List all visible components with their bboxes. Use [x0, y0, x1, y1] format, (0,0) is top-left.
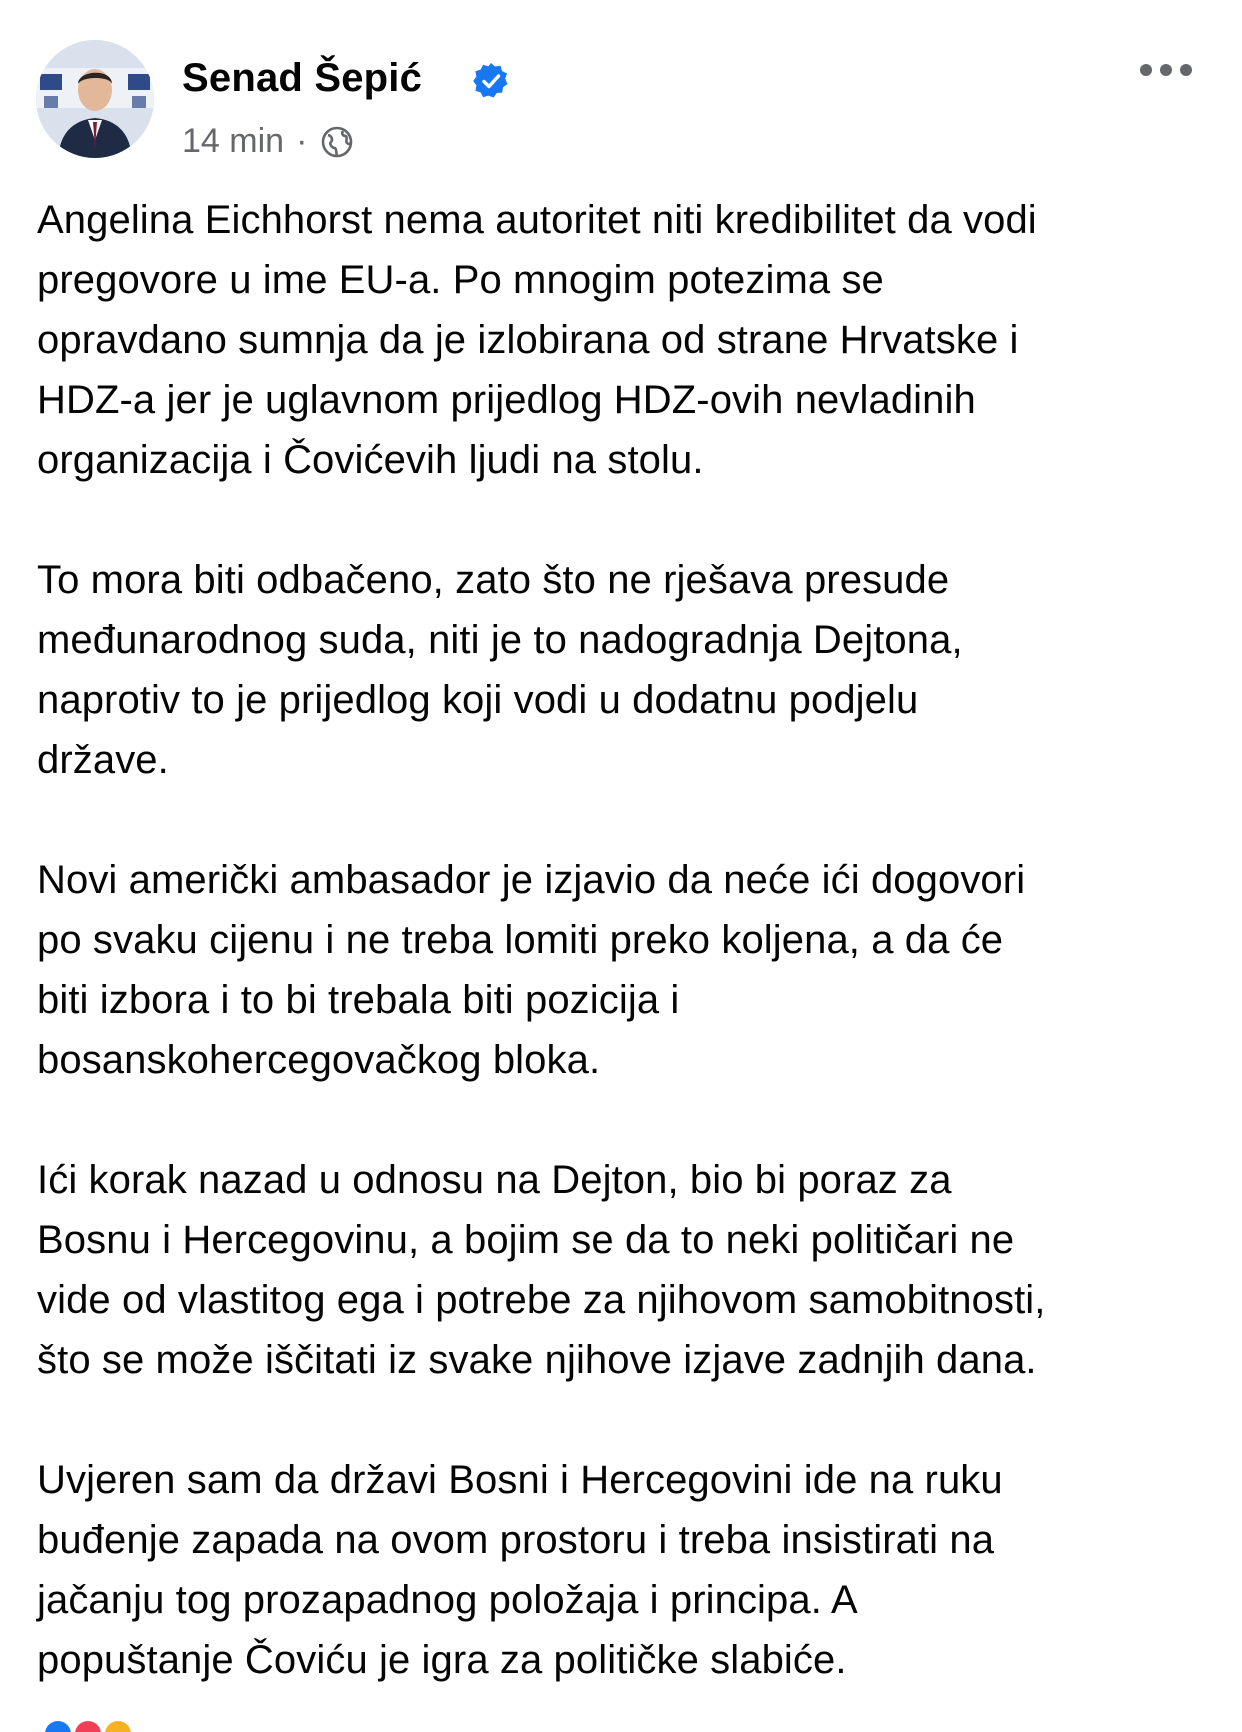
- reactions-icon[interactable]: [44, 1718, 174, 1732]
- post-timestamp[interactable]: 14 min: [182, 122, 285, 160]
- post-header: [36, 40, 1206, 160]
- more-options-icon[interactable]: [1138, 60, 1194, 80]
- meta-separator: ·: [296, 122, 308, 160]
- post-body: [37, 190, 1217, 1690]
- post-meta: [182, 122, 355, 161]
- post-paragraph: Angelina Eichhorst nema autoritet niti kredibilitet da vodi pregovore u ime EU-a. Po mnogim potezima se opravdano sumnja da je izlobirana od strane Hrvatske i HDZ-a jer je uglavnom prijedlog HDZ-ovih nevladinih organizacija i Čovićevih ljudi na stolu.: [37, 198, 1037, 482]
- post-paragraph: To mora biti odbačeno, zato što ne rješava presude međunarodnog suda, niti je to nadogradnja Dejtona, naprotiv to je prijedlog koji vodi u dodatnu podjelu države.: [37, 558, 963, 782]
- author-avatar[interactable]: [36, 40, 154, 158]
- globe-icon[interactable]: [319, 124, 355, 160]
- profile-photo-icon: [36, 40, 154, 158]
- post-paragraph: Ići korak nazad u odnosu na Dejton, bio bi poraz za Bosnu i Hercegovinu, a bojim se da to neki političari ne vide od vlastitog ega i potrebe za njihovom samobitnosti, što se može iščitati iz svake njihove izjave zadnjih dana.: [37, 1158, 1046, 1382]
- post-paragraph: Uvjeren sam da državi Bosni i Hercegovini ide na ruku buđenje zapada na ovom prostoru i treba insistirati na jačanju tog prozapadnog položaja i principa. A popuštanje Čoviću je igra za političke slabiće.: [37, 1458, 1003, 1682]
- author-name[interactable]: Senad Šepić: [182, 56, 423, 100]
- post-paragraph: Novi američki ambasador je izjavio da neće ići dogovori po svaku cijenu i ne treba lomiti preko koljena, a da će biti izbora i to bi trebala biti pozicija i bosanskohercegovačkog bloka.: [37, 858, 1026, 1082]
- verified-badge-icon: [472, 62, 510, 100]
